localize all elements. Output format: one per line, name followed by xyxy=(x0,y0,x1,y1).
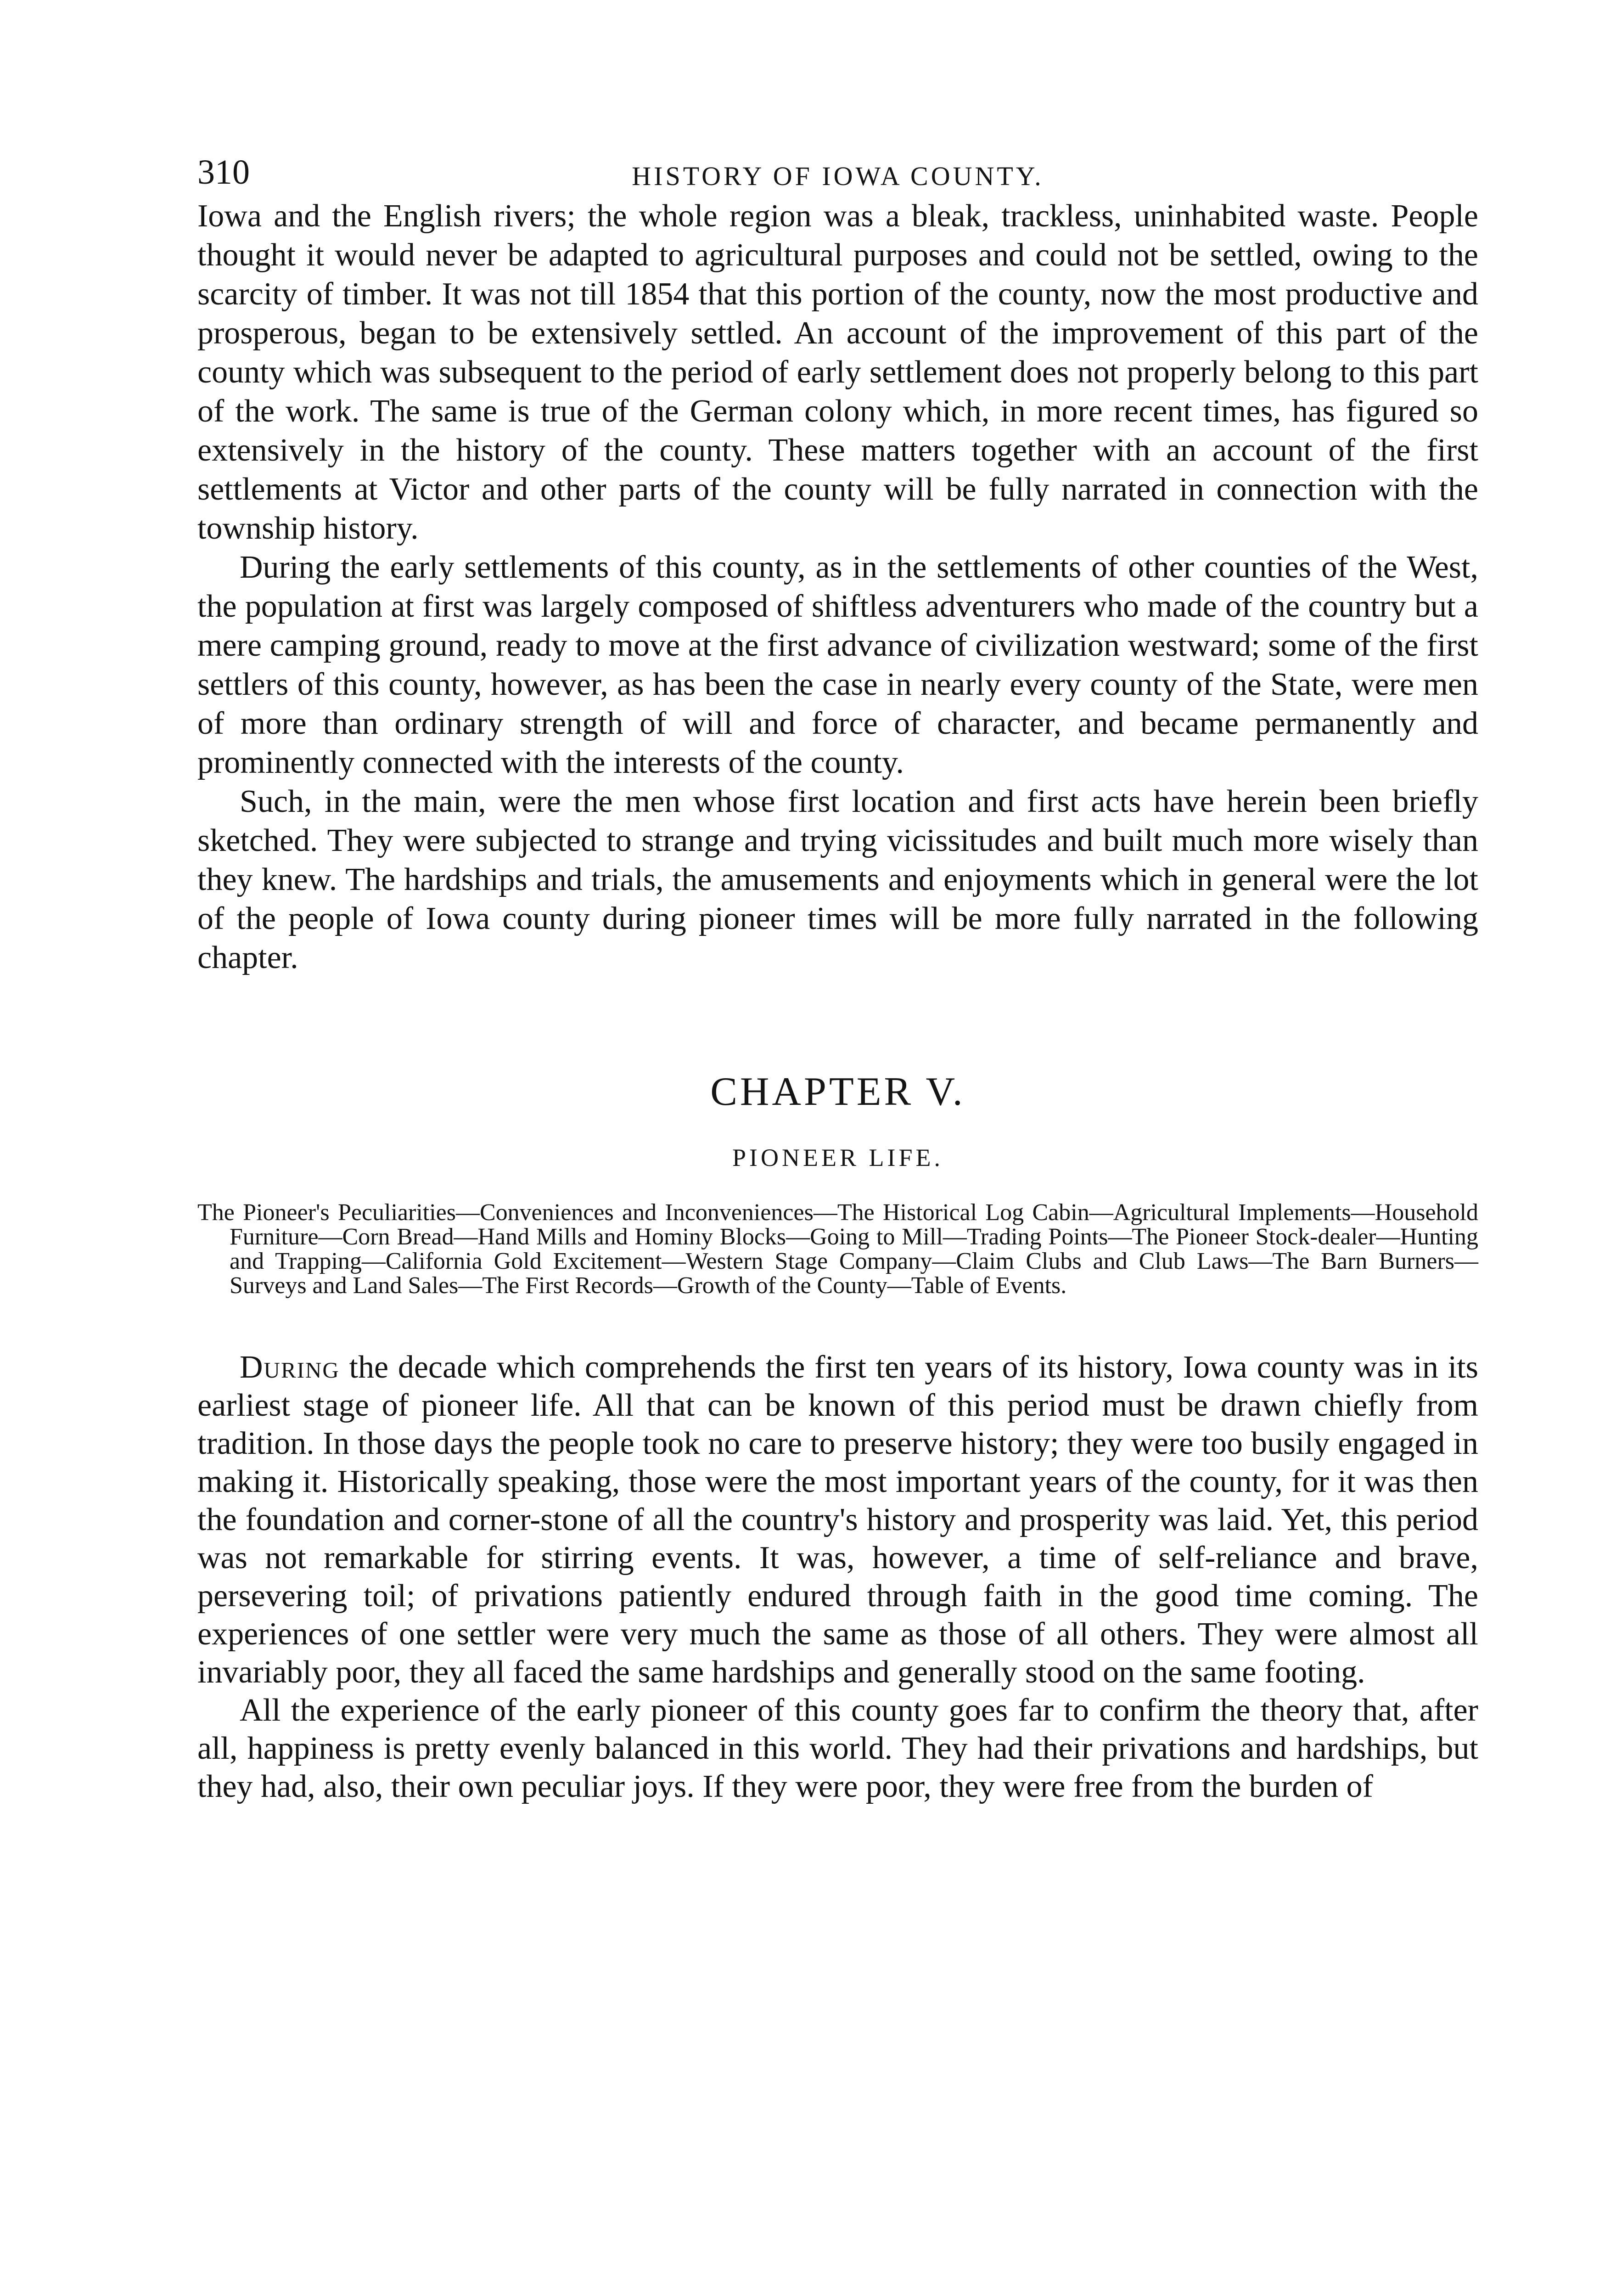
body-paragraph: All the experience of the early pioneer of this county goes far to confirm the theory that, after all, happiness is pretty evenly balanced in this world. They had their privations and hardships, but they had, also, their own peculiar joys. If they were poor, they were free from the burden of xyxy=(197,1693,1478,1804)
opening-text: the decade which comprehends the first ten years of its history, Iowa county was in its earliest stage of pioneer life. All that can be known of this period must be drawn chiefly from tradition. In those days the people took no care to preserve history; they were too busily engaged in making it. Historically speaking, those were the most important years of the county, for it was then the foundation and corner-stone of all the country's history and prosperity was laid. Yet, this period was not remarkable for stirring events. It was, however, a time of self-reliance and brave, persevering toil; of privations patiently endured through faith in the good time coming. The experiences of one settler were very much the same as those of all others. They were almost all invariably poor, they all faced the same hardships and generally stood on the same footing. xyxy=(197,1350,1478,1690)
opening-word: During xyxy=(240,1350,340,1385)
body-paragraph: Such, in the main, were the men whose first location and first acts have herein been briefly sketched. They were subjected to strange and trying vicissitudes and built much more wisely than they knew. The hardships and trials, the amusements and enjoyments which in general were the lot of the people of Iowa county during pioneer times will be more fully narrated in the following chapter. xyxy=(197,784,1478,975)
chapter-synopsis: The Pioneer's Peculiarities—Conveniences and Inconveniences—The Historical Log Cabin—Agricultural Implements—Household Furniture—Corn Bread—Hand Mills and Hominy Blocks—Going to Mill—Trading Points—The Pioneer Stock-dealer—Hunting and Trapping—California Gold Excitement—Western Stage Company—Claim Clubs and Club Laws—The Barn Burners—Surveys and Land Sales—The First Records—Growth of the County—Table of Events. xyxy=(197,1199,1478,1299)
running-head xyxy=(197,142,1478,193)
book-page xyxy=(197,142,1478,1806)
running-title: HISTORY OF IOWA COUNTY. xyxy=(632,161,1044,191)
body-paragraph: Iowa and the English rivers; the whole region was a bleak, trackless, uninhabited waste. People thought it would never be adapted to agricultural purposes and could not be settled, owing to the scarcity of timber. It was not till 1854 that this portion of the county, now the most productive and prosperous, began to be extensively settled. An account of the improvement of this part of the county which was subsequent to the period of early settlement does not properly belong to this part of the work. The same is true of the German colony which, in more recent times, has figured so extensively in the history of the county. These matters together with an account of the first settlements at Victor and other parts of the county will be fully narrated in connection with the township history. xyxy=(197,198,1478,546)
body-paragraph: During the early settlements of this county, as in the settlements of other counties of the West, the population at first was largely composed of shiftless adventurers who made of the country but a mere camping ground, ready to move at the first advance of civilization westward; some of the first settlers of this county, however, as has been the case in nearly every county of the State, were men of more than ordinary strength of will and force of character, and became permanently and prominently connected with the interests of the county. xyxy=(197,550,1478,780)
chapter-subtitle: PIONEER LIFE. xyxy=(732,1144,943,1171)
chapter-opening-paragraph xyxy=(197,1348,1478,1691)
page-number: 310 xyxy=(197,153,250,191)
chapter-body xyxy=(197,1348,1478,1806)
chapter-title: CHAPTER V. xyxy=(710,1069,965,1114)
